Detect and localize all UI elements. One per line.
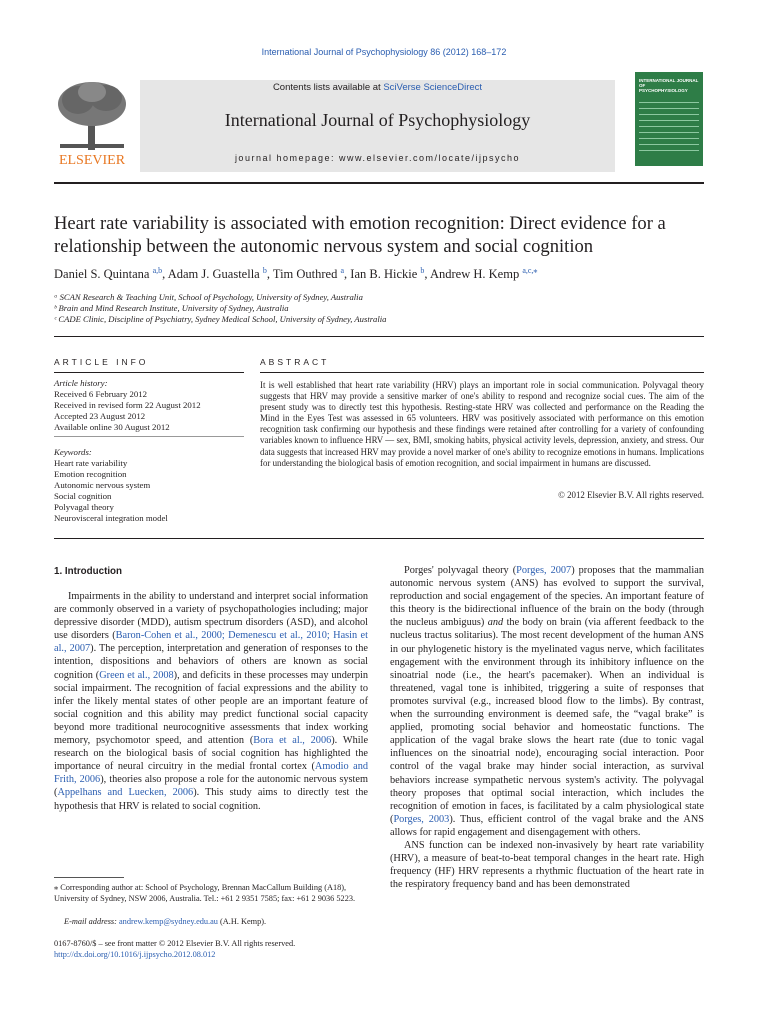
article-info-rule xyxy=(54,372,244,373)
elsevier-logo xyxy=(50,78,134,168)
abstract-text: It is well established that heart rate variability (HRV) plays an important role in social communication. Polyvagal theory suggests that HRV may provide a sensitive marker of one's ability to respond and recognize social cues. The aim of the present study was to directly test this hypothesis. Resting-state HRV was collected and performance on the Reading the Mind in the Eyes Test was assessed in 65 volunteers. HRV was positively associated with performance on this emotion recognition task confirming our hypothesis and these findings were retained after controlling for a variety of confounding variables known to influence HRV — sex, BMI, smoking habits, physical activity levels, depression, anxiety, and stress. Our data suggests that increased HRV may provide a novel marker of one's ability to recognize emotions in humans. Implications for understanding the biological basis of emotion recognition, and social impairment in humans are discussed. xyxy=(260,380,704,468)
section-heading: 1. Introduction xyxy=(54,566,123,577)
cover-stripe xyxy=(639,132,699,133)
journal-cover-thumbnail[interactable] xyxy=(635,72,703,166)
keywords-rule xyxy=(54,436,244,437)
cover-stripe xyxy=(639,150,699,151)
article-history xyxy=(54,378,244,433)
abstract-copyright: © 2012 Elsevier B.V. All rights reserved. xyxy=(558,490,704,500)
right-column xyxy=(390,564,704,891)
cover-title xyxy=(639,78,699,93)
author[interactable]: Tim Outhred $^a$ xyxy=(272,266,345,282)
author[interactable]: Daniel S. Quintana $^{a,b}$ xyxy=(54,266,163,282)
cover-line-2: PSYCHOPHYSIOLOGY xyxy=(639,88,688,93)
cover-stripe xyxy=(639,120,699,121)
cover-stripe xyxy=(639,144,699,145)
doi-link[interactable]: http://dx.doi.org/10.1016/j.ijpsycho.2012.08.012 xyxy=(54,950,216,959)
keyword: Heart rate variability xyxy=(54,458,128,468)
intro-paragraph: Impairments in the ability to understand and interpret social information are commonly observed in a variety of psychopathologies including; major depressive disorder (MDD), autism spectrum disorders (ASD), and alcohol use disorders (Baron-Cohen et al., 2000; Demenescu et al., 2010; Hasin et al., 2007). The perception, interpretation and generation of responses to the intention, dispositions and behaviors of others are known as social cognition (Green et al., 2008), and deficits in these processes may underpin social impairment. The recognition of facial expressions and the ability to infer the likely mental states of other people are an important feature of social cognition and this ability may predict functional social capacity beyond more traditional neurocognitive assessments that index working memory, psychomotor speed, and attention (Bora et al., 2006). While research on the biological basis of social cognition has highlighted the importance of neural circuitry in the medial frontal cortex (Amodio and Frith, 2006), theories also propose a role for the autonomic nervous system (Appelhans and Luecken, 2006). This study aims to directly test the hypothesis that HRV is related to social cognition. xyxy=(54,591,369,812)
intro-paragraph: Porges' polyvagal theory (Porges, 2007) proposes that the mammalian autonomic nervous system (ANS) has evolved to support the survival, reproduction and social engagement of the species. An important feature of this theory is the bidirectional influence of the brain on the body (through the nucleus ambiguus) and the body on brain (via afferent feedback to the nucleus tractus solitarius). The most recent development of the human ANS in our phylogenetic history is the myelinated vagus nerve, which facilitates engagement with the environment through its inhibitory influence on the sinoatrial node (i.e., the heart's pacemaker). When an individual is threatened, vagal tone is inhibited, triggering a suite of responses that promotes survival (e.g., increased blood flow to the limbs). By contrast, when the surrounding environment is deemed safe, the “vagal brake” is applied, promoting social behavior and homeostatic functions. The application of the vagal brake slows the heart rate (due to tonic vagal influences on the sinoatrial node), encouraging social interaction. Poor control of the vagal brake may hinder social interaction, as survival behaviors increase sympathetic nervous system's activity. The polyvagal theory proposes that optimal social interaction, which includes the recognition of emotion in faces, is facilitated by a calm physiological state (Porges, 2003). Thus, efficient control of the vagal brake and the ANS allows for rapid engagement and disengagement with others. xyxy=(390,565,704,838)
intro-paragraph: ANS function can be indexed non-invasively by heart rate variability (HRV), a measure of beat-to-beat temporal changes in the heart rate. High frequency (HF) HRV represents a rhythmic fluctuation of the heart rate in the respiratory frequency band and has been demonstrated xyxy=(390,839,704,891)
author-list: Daniel S. Quintana $^{a,b}$, Adam J. Guastella $^b$, Tim Outhred $^a$, Ian B. Hickie $^b$, Andrew H. Kemp $^{a,c,⁎}$ xyxy=(54,266,538,282)
affiliation-a: ᵃ SCAN Research & Teaching Unit, School of Psychology, University of Sydney, Australia xyxy=(54,292,363,302)
issn-line: 0167-8760/$ – see front matter © 2012 Elsevier B.V. All rights reserved. xyxy=(54,939,296,948)
history-online: Available online 30 August 2012 xyxy=(54,422,170,432)
header-rule xyxy=(54,182,704,184)
history-revised: Received in revised form 22 August 2012 xyxy=(54,400,201,410)
homepage-prefix: journal homepage: xyxy=(234,153,339,163)
cover-line-1: INTERNATIONAL JOURNAL OF xyxy=(639,78,699,88)
homepage-url[interactable]: www.elsevier.com/locate/ijpsycho xyxy=(339,153,521,163)
cover-stripe xyxy=(639,138,699,139)
keyword: Polyvagal theory xyxy=(54,502,114,512)
body-rule xyxy=(54,538,704,539)
publisher-name: ELSEVIER xyxy=(58,153,126,168)
citation-link[interactable]: Porges, 2007 xyxy=(516,565,572,576)
left-column xyxy=(54,590,368,813)
contents-prefix: Contents lists available at xyxy=(272,82,384,93)
footnote-rule xyxy=(54,877,124,878)
cover-stripe xyxy=(639,108,699,109)
contents-line xyxy=(140,82,615,93)
citation-link[interactable]: Baron-Cohen et al., 2000; Demenescu et al., 2010; Hasin et al., 2007 xyxy=(54,630,368,655)
article-title: Heart rate variability is associated with emotion recognition: Direct evidence for a relationship between the autonomic nervous system and social cognition xyxy=(54,213,666,257)
journal-banner xyxy=(140,80,615,172)
affiliation-c: ᶜ CADE Clinic, Discipline of Psychiatry, Sydney Medical School, University of Sydney, Australia xyxy=(54,314,387,324)
journal-citation[interactable]: International Journal of Psychophysiology 86 (2012) 168–172 xyxy=(261,47,507,57)
email-line: E-mail address: andrew.kemp@sydney.edu.au (A.H. Kemp). xyxy=(64,917,267,926)
citation-link[interactable]: Amodio and Frith, 2006 xyxy=(54,761,368,786)
history-accepted: Accepted 23 August 2012 xyxy=(54,411,146,421)
section-rule xyxy=(54,336,704,337)
elsevier-tree-icon xyxy=(50,78,134,168)
abstract-heading: ABSTRACT xyxy=(260,357,330,367)
citation-link[interactable]: Bora et al., 2006 xyxy=(253,735,332,747)
keywords-label: Keywords: xyxy=(54,447,92,457)
keyword: Autonomic nervous system xyxy=(54,480,151,490)
article-info-heading: ARTICLE INFO xyxy=(54,357,149,367)
corresponding-author-note: ⁎ Corresponding author at: School of Psychology, Brennan MacCallum Building (A18), University of Sydney, NSW 2006, Australia. Tel.: +61 2 9351 7585; fax: +61 2 9036 5223. xyxy=(54,883,356,903)
affiliation-b: ᵇ Brain and Mind Research Institute, University of Sydney, Australia xyxy=(54,303,289,313)
keyword: Emotion recognition xyxy=(54,469,127,479)
keyword: Social cognition xyxy=(54,491,112,501)
author[interactable]: Andrew H. Kemp $^{a,c,⁎}$ xyxy=(429,266,538,282)
cover-stripe xyxy=(639,126,699,127)
citation-link[interactable]: Appelhans and Luecken, 2006 xyxy=(57,787,194,799)
author[interactable]: Ian B. Hickie $^b$ xyxy=(350,266,425,282)
history-received: Received 6 February 2012 xyxy=(54,389,148,399)
history-label: Article history: xyxy=(54,378,108,388)
sciencedirect-link[interactable]: SciVerse ScienceDirect xyxy=(383,82,483,93)
email-link[interactable]: andrew.kemp@sydney.edu.au xyxy=(119,917,218,926)
journal-homepage xyxy=(140,153,615,163)
author[interactable]: Adam J. Guastella $^b$ xyxy=(167,266,267,282)
journal-title: International Journal of Psychophysiology xyxy=(224,110,531,130)
abstract-rule xyxy=(260,372,704,373)
citation-link[interactable]: Green et al., 2008 xyxy=(99,669,174,681)
cover-stripe xyxy=(639,114,699,115)
citation-link[interactable]: Porges, 2003 xyxy=(393,813,450,825)
cover-stripe xyxy=(639,102,699,103)
keywords-block xyxy=(54,447,244,524)
keyword: Neurovisceral integration model xyxy=(54,513,168,523)
